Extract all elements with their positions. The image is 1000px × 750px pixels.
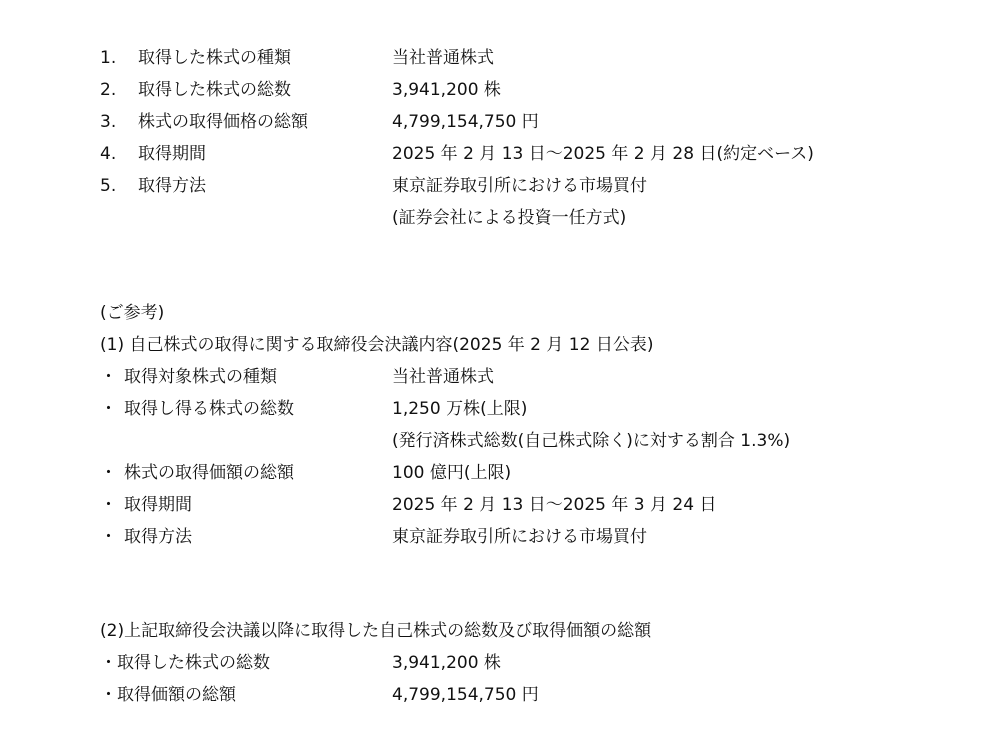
bullet: ・	[100, 463, 117, 483]
item-row-1	[0, 42, 1000, 74]
item-value: 当社普通株式	[392, 48, 494, 68]
item-label: 取得し得る株式の総数	[124, 399, 294, 419]
part2-row-2	[0, 679, 1000, 711]
item-value: 4,799,154,750 円	[392, 112, 539, 132]
item-value: 当社普通株式	[392, 367, 494, 387]
bullet: ・	[100, 399, 117, 419]
item-value: 3,941,200 株	[392, 80, 501, 100]
item-number: 4.	[100, 144, 117, 164]
item-number: 2.	[100, 80, 117, 100]
item-value: 東京証券取引所における市場買付	[392, 527, 647, 547]
item-row-5	[0, 170, 1000, 202]
item-value: 4,799,154,750 円	[392, 685, 539, 705]
part1-heading: (1) 自己株式の取得に関する取締役会決議内容(2025 年 2 月 12 日公表)	[100, 335, 654, 355]
item-value: 2025 年 2 月 13 日～2025 年 2 月 28 日(約定ベース)	[392, 144, 814, 164]
item-label: 取得期間	[124, 495, 192, 515]
part2-row-1	[0, 647, 1000, 679]
item-number: 3.	[100, 112, 117, 132]
item-value: 1,250 万株(上限)	[392, 399, 528, 419]
part1-row-4	[0, 489, 1000, 521]
item-label: 取得した株式の総数	[138, 80, 291, 100]
item-row-4	[0, 138, 1000, 170]
item-row-3	[0, 106, 1000, 138]
part2-heading-row	[0, 615, 1000, 647]
part2-heading: (2)上記取締役会決議以降に取得した自己株式の総数及び取得価額の総額	[100, 621, 652, 641]
item-label: 株式の取得価格の総額	[138, 112, 308, 132]
item-label: 株式の取得価額の総額	[124, 463, 294, 483]
item-row-2	[0, 74, 1000, 106]
item-label: ・取得価額の総額	[100, 685, 236, 705]
bullet: ・	[100, 495, 117, 515]
part1-row-5	[0, 521, 1000, 553]
item-value-note: (発行済株式総数(自己株式除く)に対する割合 1.3%)	[392, 431, 791, 451]
item-label: 取得期間	[138, 144, 206, 164]
item-value: 2025 年 2 月 13 日～2025 年 3 月 24 日	[392, 495, 717, 515]
bullet: ・	[100, 527, 117, 547]
item-label: ・取得した株式の総数	[100, 653, 270, 673]
part1-row-2-continuation	[0, 425, 1000, 457]
item-number: 1.	[100, 48, 117, 68]
bullet: ・	[100, 367, 117, 387]
part1-row-3	[0, 457, 1000, 489]
item-label: 取得方法	[138, 176, 206, 196]
item-label: 取得方法	[124, 527, 192, 547]
item-number: 5.	[100, 176, 117, 196]
item-label: 取得した株式の種類	[138, 48, 291, 68]
item-label: 取得対象株式の種類	[124, 367, 277, 387]
item-value: 東京証券取引所における市場買付	[392, 176, 647, 196]
item-value: 3,941,200 株	[392, 653, 501, 673]
item-value: 100 億円(上限)	[392, 463, 512, 483]
item-value-note: (証券会社による投資一任方式)	[392, 208, 627, 228]
item-row-5-continuation	[0, 202, 1000, 234]
part1-row-1	[0, 361, 1000, 393]
reference-title-row	[0, 297, 1000, 329]
part1-row-2	[0, 393, 1000, 425]
part1-heading-row	[0, 329, 1000, 361]
reference-title: (ご参考)	[100, 303, 165, 323]
